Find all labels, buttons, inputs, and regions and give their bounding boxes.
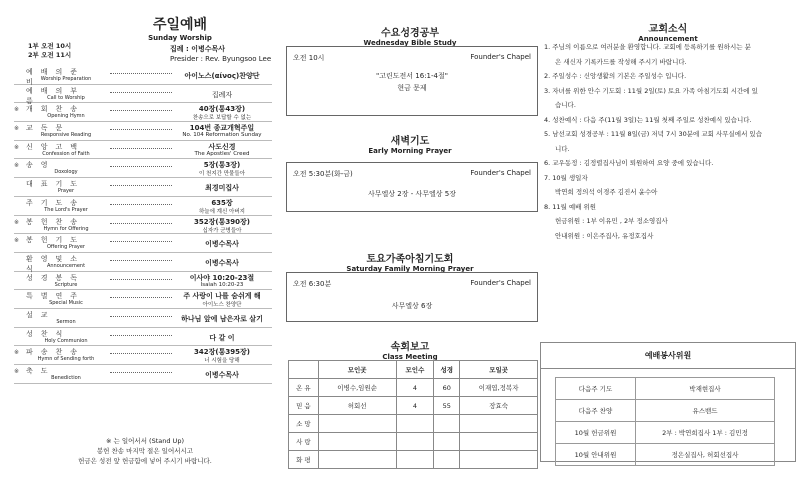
stand-mark: ※ [14, 162, 20, 170]
worship-row [14, 85, 272, 104]
table-row [289, 451, 538, 469]
dawn-prayer-header [280, 132, 540, 155]
worship-row [14, 66, 272, 85]
saturday-prayer-time: 오전 6:30분 [293, 280, 332, 288]
class-meeting-header [280, 338, 540, 361]
saturday-prayer-location: Founder's Chapel [470, 279, 531, 287]
bible-study-box [286, 46, 538, 116]
worship-row [14, 272, 272, 291]
saturday-prayer-passage: 사무엘상 6장 [391, 302, 433, 310]
announcement-item: 6. 교우동정 : 김정렬집사님이 퇴원하여 요양 중에 있습니다. [544, 159, 714, 167]
announcement-item: 2. 주일성수 : 신앙생활의 기본은 주일성수 입니다. [544, 72, 687, 80]
item-value: 104번 종교개혁주일 [189, 124, 255, 133]
item-value: 하나님 앞에 남은자로 살기 [181, 314, 263, 323]
table-cell: 사 랑 [289, 433, 319, 451]
item-value: 최경미집사 [205, 184, 239, 193]
item-value: 352장(통390장) [194, 217, 250, 226]
item-name-ko: 설교 [26, 310, 56, 319]
sunday-worship-title: 주일예배 [152, 17, 208, 33]
item-value: 5장(통3장) [203, 161, 241, 170]
item-name-ko: 성경봉독 [26, 273, 86, 282]
table-cell [396, 415, 434, 433]
dawn-prayer-title: 새벽기도 [390, 136, 430, 147]
item-name-en: Responsive Reading [40, 132, 92, 139]
table-cell: 다음주 찬양 [556, 400, 636, 422]
announcements-column [540, 0, 800, 485]
item-name-en: Sermon [56, 318, 76, 325]
item-name-ko: 송영 [26, 161, 56, 170]
item-name-ko: 특별연주 [26, 292, 86, 301]
item-name-ko: 예배의부름 [26, 86, 86, 105]
item-name-ko: 신앙고백 [26, 142, 86, 151]
bible-study-header [280, 24, 540, 47]
sunday-worship-header [90, 14, 270, 42]
table-cell [434, 433, 460, 451]
announcement-item: 습니다. [555, 101, 576, 109]
footnote-line-3: 헌금은 성전 앞 헌금함에 넣어 주시기 바랍니다. [78, 457, 212, 465]
leader-dots [110, 92, 172, 93]
item-value: 342장(통395장) [194, 348, 250, 357]
item-detail: 하늘에 계신 아버지 [198, 208, 245, 215]
item-name-ko: 봉헌기도 [26, 236, 86, 245]
item-name-en: Holy Communion [44, 337, 88, 344]
worship-row [14, 290, 272, 309]
table-row [289, 415, 538, 433]
item-value: 아이노스(αίνος)찬양단 [184, 72, 260, 80]
service-time-2: 2부 오전 11시 [28, 51, 72, 59]
announcement-item: 박연희 정의석 이경주 김진서 윤수아 [555, 188, 658, 196]
item-value: 이병수목사 [205, 371, 239, 379]
presider-ko: 집례 : 이병수목사 [170, 45, 226, 53]
item-name-en: Special Music [49, 300, 83, 307]
leader-dots [110, 148, 172, 149]
worship-row [14, 346, 272, 365]
table-cell: 4 [396, 397, 434, 415]
worship-row [14, 197, 272, 216]
item-name-ko: 예배의준비 [26, 68, 86, 86]
table-cell: 믿 음 [289, 397, 319, 415]
dawn-prayer-passage: 사무엘상 2장 - 사무엘상 5장 [368, 190, 456, 198]
table-cell: 정은실집사, 허회선집사 [636, 444, 775, 466]
item-value: 다 같 이 [209, 333, 235, 342]
worship-row [14, 365, 272, 384]
announcement-item: 1. 주님의 이름으로 여러분을 환영합니다. 교회에 등록하기를 원하시는 분 [544, 43, 751, 51]
bible-study-subtitle: Wednesday Bible Study [363, 39, 457, 47]
leader-dots [110, 316, 172, 317]
table-cell [460, 415, 538, 433]
worship-row [14, 141, 272, 160]
item-name-ko: 봉헌찬송 [26, 217, 86, 226]
worship-row [14, 122, 272, 141]
table-row [289, 397, 538, 415]
item-name-en: Call to Worship [47, 94, 85, 101]
stand-mark: ※ [14, 237, 20, 245]
class-table-header-row [289, 361, 538, 379]
leader-dots [110, 166, 172, 167]
stand-mark: ※ [14, 349, 20, 357]
item-name-en: Confession of Faith [42, 150, 90, 157]
item-name-ko: 대표기도 [26, 180, 86, 189]
table-cell: 10월 안내위원 [556, 444, 636, 466]
table-cell: 60 [434, 379, 460, 397]
leader-dots [110, 335, 172, 336]
table-cell: 소 망 [289, 415, 319, 433]
stand-mark: ※ [14, 143, 20, 151]
table-cell: 이재엽,정복자 [460, 379, 538, 397]
announcement-item: 4. 성찬예식 : 다음 주(11월 3일)는 11월 첫째 주일로 성찬예식 있습니다. [544, 115, 752, 124]
item-name-ko: 축도 [26, 367, 56, 375]
footnote-line-2: 봉헌 찬송 마지막 절은 일어서시고 [96, 447, 194, 455]
table-row [556, 444, 775, 466]
class-meeting-table [288, 360, 538, 469]
presider [170, 44, 271, 64]
item-name-ko: 성찬식 [26, 329, 71, 338]
leader-dots [110, 73, 172, 74]
sunday-worship-subtitle: Sunday Worship [148, 34, 212, 42]
table-cell: 허회선 [318, 397, 396, 415]
item-name-ko: 파송찬송 [26, 348, 86, 357]
stand-mark: ※ [14, 218, 20, 226]
announcement-subtitle: Announcement [638, 35, 698, 43]
table-cell: 10월 헌금위원 [556, 422, 636, 444]
item-detail: No. 104 Reformation Sunday [182, 132, 262, 139]
item-value: 이병수목사 [205, 258, 239, 267]
table-cell: 55 [434, 397, 460, 415]
class-table-header: 모일곳 [460, 361, 538, 379]
item-name-en: Doxology [54, 169, 78, 176]
leader-dots [110, 353, 172, 354]
table-cell [396, 451, 434, 469]
table-cell: 4 [396, 379, 434, 397]
table-row [556, 422, 775, 444]
bible-study-passage: "고린도전서 16:1-4절" [376, 72, 448, 80]
item-value: 635장 [211, 198, 233, 207]
worship-row [14, 178, 272, 197]
table-cell [460, 433, 538, 451]
table-cell: 온 유 [289, 379, 319, 397]
table-row [556, 378, 775, 400]
item-name-en: Announcement [46, 262, 86, 269]
leader-dots [110, 129, 172, 130]
bible-study-title: 수요성경공부 [381, 28, 439, 39]
item-name-en: The Lord's Prayer [44, 206, 88, 213]
table-cell: 유스밴드 [636, 400, 775, 422]
bible-study-topic: 현금 문제 [397, 84, 427, 92]
worship-row [14, 216, 272, 235]
service-times [28, 42, 71, 60]
bible-study-time: 오전 10시 [293, 54, 325, 62]
announcement-list [544, 40, 798, 243]
worship-order-column [0, 0, 272, 485]
item-detail: 찬송으로 보답할 수 없는 [192, 115, 252, 122]
dawn-prayer-location: Founder's Chapel [470, 169, 531, 177]
item-name-en: Hymn of Sending forth [37, 356, 95, 363]
item-name-ko: 환영및소식 [26, 254, 86, 273]
announcement-item: 8. 11월 예배 위원 [544, 202, 597, 211]
leader-dots [110, 185, 172, 186]
class-meeting-title: 속회보고 [390, 342, 430, 353]
table-cell [460, 451, 538, 469]
stand-mark: ※ [14, 368, 20, 375]
leader-dots [110, 110, 172, 111]
leader-dots [110, 241, 172, 242]
announcement-item: 7. 10월 생일자 [544, 173, 588, 182]
table-cell [434, 451, 460, 469]
table-cell [396, 433, 434, 451]
table-cell: 화 평 [289, 451, 319, 469]
item-detail: 아이노스 찬양단 [202, 302, 242, 309]
announcement-title: 교회소식 [648, 24, 688, 35]
announcement-item: 안내위원 : 이은주집사, 유정호집사 [555, 231, 654, 240]
leader-dots [110, 372, 172, 373]
saturday-prayer-subtitle: Saturday Family Morning Prayer [346, 265, 474, 273]
item-name-en: Worship Preparation [40, 76, 92, 82]
stand-mark: ※ [14, 125, 20, 133]
class-table-header: 모인수 [396, 361, 434, 379]
announcement-item: 니다. [555, 144, 570, 153]
table-cell: 2부 : 박연희집사 1부 : 김민정 [636, 422, 775, 444]
dawn-prayer-time: 오전 5:30분(화-금) [293, 170, 353, 178]
item-detail: 십자가 군병들아 [202, 227, 242, 234]
presider-en: Presider : Rev. Byungsoo Lee [170, 55, 272, 63]
leader-dots [110, 297, 172, 298]
worship-row [14, 159, 272, 178]
item-name-en: Scripture [54, 281, 78, 288]
table-row [556, 400, 775, 422]
item-value: 주 사랑이 나를 숨쉬게 해 [183, 292, 261, 301]
dawn-prayer-box [286, 162, 538, 212]
item-detail: 이 천지간 만물들아 [198, 171, 245, 178]
saturday-prayer-box [286, 272, 538, 322]
item-name-en: Offering Prayer [47, 244, 85, 251]
worship-row [14, 328, 272, 347]
class-table-header: 모인곳 [318, 361, 396, 379]
announcement-item: 은 새신자 기록카드를 작성해 주시기 바랍니다. [555, 57, 687, 66]
table-cell: 다음주 기도 [556, 378, 636, 400]
class-table-header [289, 361, 319, 379]
class-meeting-subtitle: Class Meeting [382, 353, 438, 361]
saturday-prayer-header [280, 250, 540, 273]
bible-study-location: Founder's Chapel [470, 53, 531, 61]
leader-dots [110, 204, 172, 205]
table-cell: 이병수,임원순 [318, 379, 396, 397]
item-name-ko: 개회찬송 [26, 105, 86, 114]
service-time-1: 1부 오전 10시 [28, 42, 72, 50]
saturday-prayer-title: 토요가족아침기도회 [366, 254, 454, 265]
table-row [289, 433, 538, 451]
table-row [289, 379, 538, 397]
worship-row [14, 103, 272, 122]
order-of-worship [14, 66, 272, 384]
item-name-ko: 주기도송 [26, 198, 86, 207]
class-table-header: 성경 [434, 361, 460, 379]
announcement-item: 헌금위원 : 1부 이유민 , 2부 정소영집사 [555, 217, 668, 225]
table-cell [318, 451, 396, 469]
item-value: 40장(통43장) [198, 105, 246, 114]
item-name-en: Opening Hymn [47, 113, 85, 120]
table-cell [318, 433, 396, 451]
footnote-line-1: ※ 는 일어서서 (Stand Up) [106, 437, 184, 445]
worship-row [14, 253, 272, 272]
worship-row [14, 234, 272, 253]
footnote [40, 436, 250, 466]
item-name-en: Prayer [57, 188, 75, 195]
table-cell [434, 415, 460, 433]
leader-dots [110, 223, 172, 224]
item-value: 집례자 [211, 90, 233, 99]
leader-dots [110, 279, 172, 280]
leader-dots [110, 260, 172, 261]
item-name-ko: 교독문 [26, 124, 71, 133]
worship-row [14, 309, 272, 328]
item-name-en: Benediction [51, 375, 81, 381]
item-value: 이사야 10:20-23절 [189, 273, 255, 282]
item-value: 사도신경 [208, 142, 236, 151]
weekly-programs-column [280, 0, 540, 485]
table-cell: 박재현집사 [636, 378, 775, 400]
volunteers-table [555, 377, 775, 466]
volunteers-box [540, 342, 796, 462]
item-detail: Isaiah 10:20-23 [200, 281, 244, 288]
item-name-en: Hymn for Offering [43, 225, 89, 232]
announcement-item: 3. 자녀를 위한 안수 기도회 : 11월 2일(토) 토요 가족 아침기도회 시간에 있 [544, 86, 758, 95]
item-detail: 너 시험을 당해 [204, 358, 240, 365]
item-detail: The Apostles' Creed [194, 150, 250, 157]
dawn-prayer-subtitle: Early Morning Prayer [368, 147, 452, 155]
announcement-item: 5. 남선교회 성경공부 : 11월 8일(금) 저녁 7시 30분에 교회 사무실에서 있습 [544, 130, 762, 138]
stand-mark: ※ [14, 106, 20, 114]
item-value: 이병수목사 [205, 240, 239, 249]
table-cell [318, 415, 396, 433]
volunteers-title: 예배봉사위원 [541, 343, 795, 369]
table-cell: 장효숙 [460, 397, 538, 415]
